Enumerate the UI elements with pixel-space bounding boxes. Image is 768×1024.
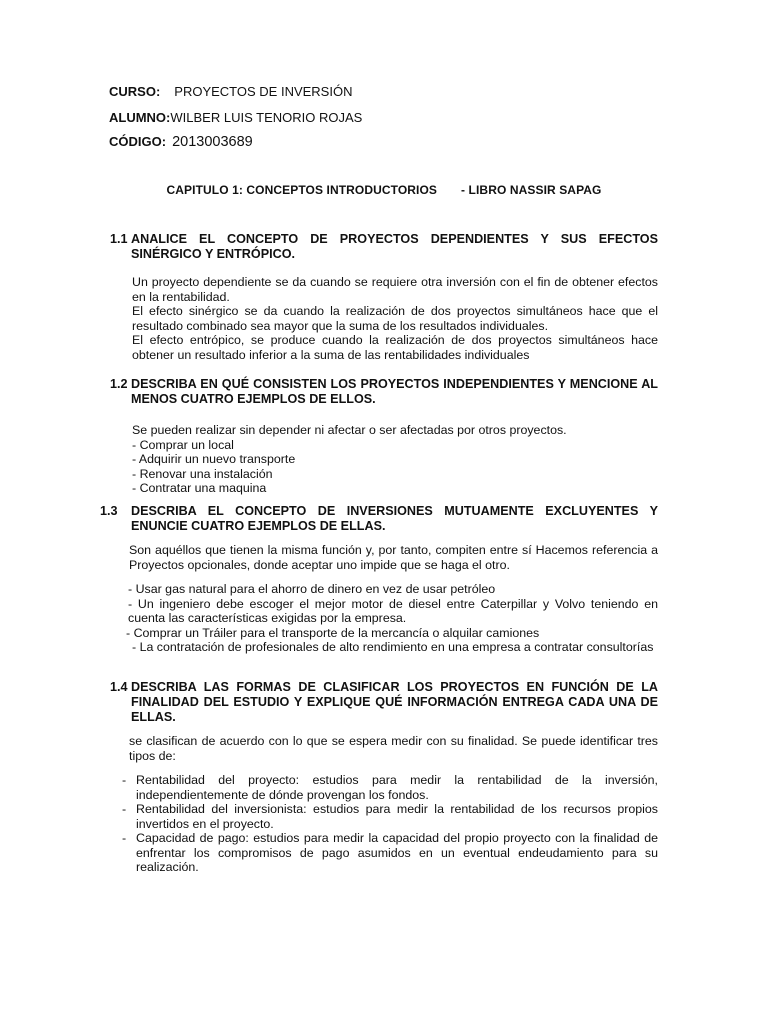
codigo-label: CÓDIGO: bbox=[109, 134, 167, 149]
curso-label: CURSO: bbox=[109, 84, 161, 99]
codigo-value: 2013003689 bbox=[172, 134, 253, 150]
list-item bbox=[122, 831, 658, 875]
question-1-1-heading bbox=[110, 232, 658, 262]
list-item: - Usar gas natural para el ahorro de dinero en vez de usar petróleo bbox=[128, 582, 496, 596]
question-title: DESCRIBA EL CONCEPTO DE INVERSIONES MUTUAMENTE EXCLUYENTES Y ENUNCIE CUATRO EJEMPLOS DE ELLAS. bbox=[131, 504, 658, 533]
question-number: 1.2 bbox=[110, 377, 128, 391]
question-number: 1.4 bbox=[110, 680, 128, 694]
chapter-prefix: CAPITULO 1: CONCEPTOS INTRODUCTORIOS bbox=[166, 183, 438, 197]
header-codigo bbox=[109, 134, 253, 150]
curso-value: PROYECTOS DE INVERSIÓN bbox=[174, 84, 353, 99]
list-item bbox=[122, 802, 658, 831]
answer-paragraph: Son aquéllos que tienen la misma función y, por tanto, compiten entre sí Hacemos referencia a Proyectos opcionales, donde aceptar uno impide que se haga el otro. bbox=[129, 543, 658, 572]
answer-paragraph: Un proyecto dependiente se da cuando se requiere otra inversión con el fin de obtener efectos en la rentabilidad. bbox=[132, 275, 658, 304]
header-alumno bbox=[109, 110, 362, 125]
question-1-3-heading bbox=[100, 504, 658, 534]
answer-1-4 bbox=[129, 734, 658, 763]
question-1-2-heading bbox=[110, 377, 658, 407]
alumno-value: WILBER LUIS TENORIO ROJAS bbox=[170, 110, 363, 125]
chapter-title bbox=[0, 183, 768, 197]
question-number: 1.1 bbox=[110, 232, 128, 246]
question-number: 1.3 bbox=[100, 504, 118, 518]
list-item: - Comprar un local bbox=[132, 437, 234, 452]
answer-1-1 bbox=[132, 275, 658, 362]
answer-1-3 bbox=[129, 543, 658, 572]
list-item: - Renovar una instalación bbox=[132, 466, 273, 481]
dash-bullet: - bbox=[122, 831, 127, 845]
list-item: - Adquirir un nuevo transporte bbox=[132, 452, 296, 466]
answer-1-4-types bbox=[122, 773, 658, 875]
answer-1-2 bbox=[132, 423, 567, 496]
list-item-text: Rentabilidad del proyecto: estudios para medir la rentabilidad de la inversión, independientemente de dónde provengan los fondos. bbox=[136, 773, 658, 802]
answer-paragraph: El efecto entrópico, se produce cuando la realización de dos proyectos simultáneos hace obtener un resultado inferior a la suma de las rentabilidades individuales bbox=[132, 333, 658, 362]
list-item: - La contratación de profesionales de alto rendimiento en una empresa a contratar consultorías bbox=[132, 640, 654, 654]
answer-intro: Se pueden realizar sin depender ni afectar o ser afectadas por otros proyectos. bbox=[132, 423, 567, 437]
list-item bbox=[122, 773, 658, 802]
question-title: DESCRIBA LAS FORMAS DE CLASIFICAR LOS PROYECTOS EN FUNCIÓN DE LA FINALIDAD DEL ESTUDIO Y EXPLIQUE QUÉ INFORMACIÓN ENTREGA CADA UNA DE ELLAS. bbox=[131, 680, 658, 724]
alumno-label: ALUMNO: bbox=[109, 110, 171, 125]
list-item: - Comprar un Tráiler para el transporte de la mercancía o alquilar camiones bbox=[126, 625, 540, 640]
question-title: ANALICE EL CONCEPTO DE PROYECTOS DEPENDIENTES Y SUS EFECTOS SINÉRGICO Y ENTRÓPICO. bbox=[131, 232, 658, 261]
header-curso bbox=[109, 84, 352, 99]
list-item-text: Capacidad de pago: estudios para medir la capacidad del propio proyecto con la finalidad de enfrentar los compromisos de pago asumidos en un eventual endeudamiento para su realización. bbox=[136, 831, 658, 874]
question-title: DESCRIBA EN QUÉ CONSISTEN LOS PROYECTOS INDEPENDIENTES Y MENCIONE AL MENOS CUATRO EJEMPLOS DE ELLOS. bbox=[131, 377, 658, 406]
question-1-4-heading bbox=[110, 680, 658, 725]
list-item-text: Rentabilidad del inversionista: estudios para medir la rentabilidad de los recursos propios invertidos en el proyecto. bbox=[136, 802, 658, 831]
answer-paragraph: El efecto sinérgico se da cuando la realización de dos proyectos simultáneos hace que el resultado combinado sea mayor que la suma de los resultados individuales. bbox=[132, 304, 658, 333]
chapter-suffix: - LIBRO NASSIR SAPAG bbox=[461, 183, 602, 197]
dash-bullet: - bbox=[122, 773, 127, 787]
list-item: - Contratar una maquina bbox=[132, 481, 267, 495]
answer-1-3-examples bbox=[126, 582, 658, 655]
dash-bullet: - bbox=[122, 802, 127, 816]
answer-paragraph: se clasifican de acuerdo con lo que se espera medir con su finalidad. Se puede identificar tres tipos de: bbox=[129, 734, 658, 763]
list-item: - Un ingeniero debe escoger el mejor motor de diesel entre Caterpillar y Volvo teniendo en cuenta las características exigidas por la empresa. bbox=[128, 596, 658, 625]
